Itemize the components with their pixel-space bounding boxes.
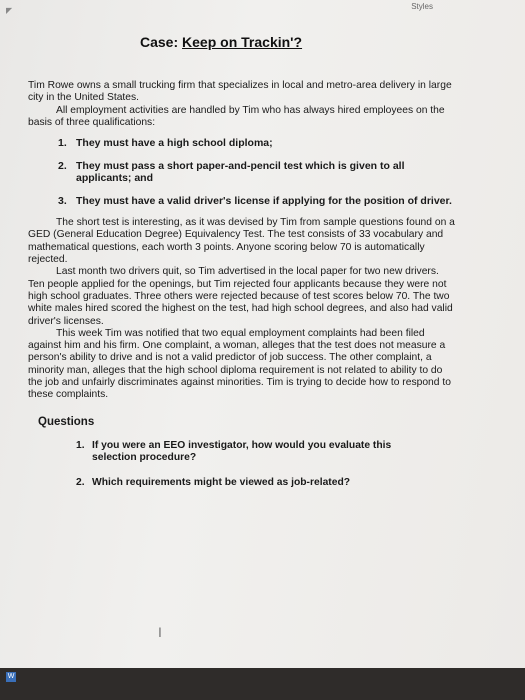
- case-title: [140, 34, 302, 50]
- corner-marker-icon: ◤: [6, 6, 13, 15]
- question-number: 2.: [76, 476, 85, 488]
- test-paragraph: The short test is interesting, as it was devised by Tim from sample questions found on a GED (General Education Degree) Equivalency Test. The test consists of 33 vocabulary and mathematical questions, each worth 3 points. Anyone scoring below 70 is automatically rejected.: [28, 217, 455, 266]
- styles-pane-label[interactable]: Styles: [411, 2, 433, 11]
- case-name: Keep on Trackin'?: [182, 34, 303, 50]
- questions-list: [28, 440, 458, 489]
- word-app-icon[interactable]: W: [7, 673, 15, 680]
- taskbar: [0, 668, 525, 700]
- case-prefix: Case:: [140, 34, 179, 50]
- question-number: 1.: [76, 439, 85, 451]
- text-cursor-icon: I: [158, 624, 162, 640]
- question-item: [28, 477, 432, 489]
- qualification-text: They must pass a short paper-and-pencil test which is given to all applicants; and: [76, 159, 405, 185]
- qualification-item: [28, 160, 461, 185]
- qualification-number: 3.: [58, 194, 67, 207]
- intro-paragraph-1: Tim Rowe owns a small trucking firm that specializes in local and metro-area delivery in large city in the United States.: [28, 80, 452, 104]
- questions-heading: Questions: [38, 415, 95, 428]
- qualification-number: 2.: [58, 159, 67, 172]
- qualification-number: 1.: [58, 137, 67, 150]
- question-text: Which requirements might be viewed as job-related?: [92, 476, 351, 488]
- qualifications-list: [28, 137, 458, 207]
- qualification-text: They must have a high school diploma;: [76, 137, 273, 150]
- qualification-text: They must have a valid driver's license if applying for the position of driver.: [76, 194, 452, 207]
- question-item: [28, 440, 432, 465]
- intro-paragraph-2: All employment activities are handled by Tim who has always hired employees on the basis of three qualifications:: [28, 104, 445, 128]
- hiring-paragraph: Last month two drivers quit, so Tim advertised in the local paper for two new drivers. Ten people applied for the openings, but Tim rejected four applicants because they were not high school graduates. Three others were rejected because of test scores below 70. The two white males hired scored the highest on the test, had high school degrees, and also had valid driver's licenses.: [28, 266, 453, 327]
- qualification-item: [28, 137, 461, 150]
- question-text: If you were an EEO investigator, how would you evaluate this selection procedure?: [92, 439, 392, 464]
- document-body[interactable]: [28, 80, 458, 501]
- qualification-item: [28, 195, 461, 208]
- complaints-paragraph: This week Tim was notified that two equal employment complaints had been filed against him and his firm. One complaint, a woman, alleges that the test does not measure a person's ability to drive and is not a valid predictor of job success. The other complaint, a minority man, alleges that the high school diploma requirement is not related to ability to do the job and unfairly discriminates against minorities. Tim is trying to decide how to respond to these complaints.: [28, 327, 451, 401]
